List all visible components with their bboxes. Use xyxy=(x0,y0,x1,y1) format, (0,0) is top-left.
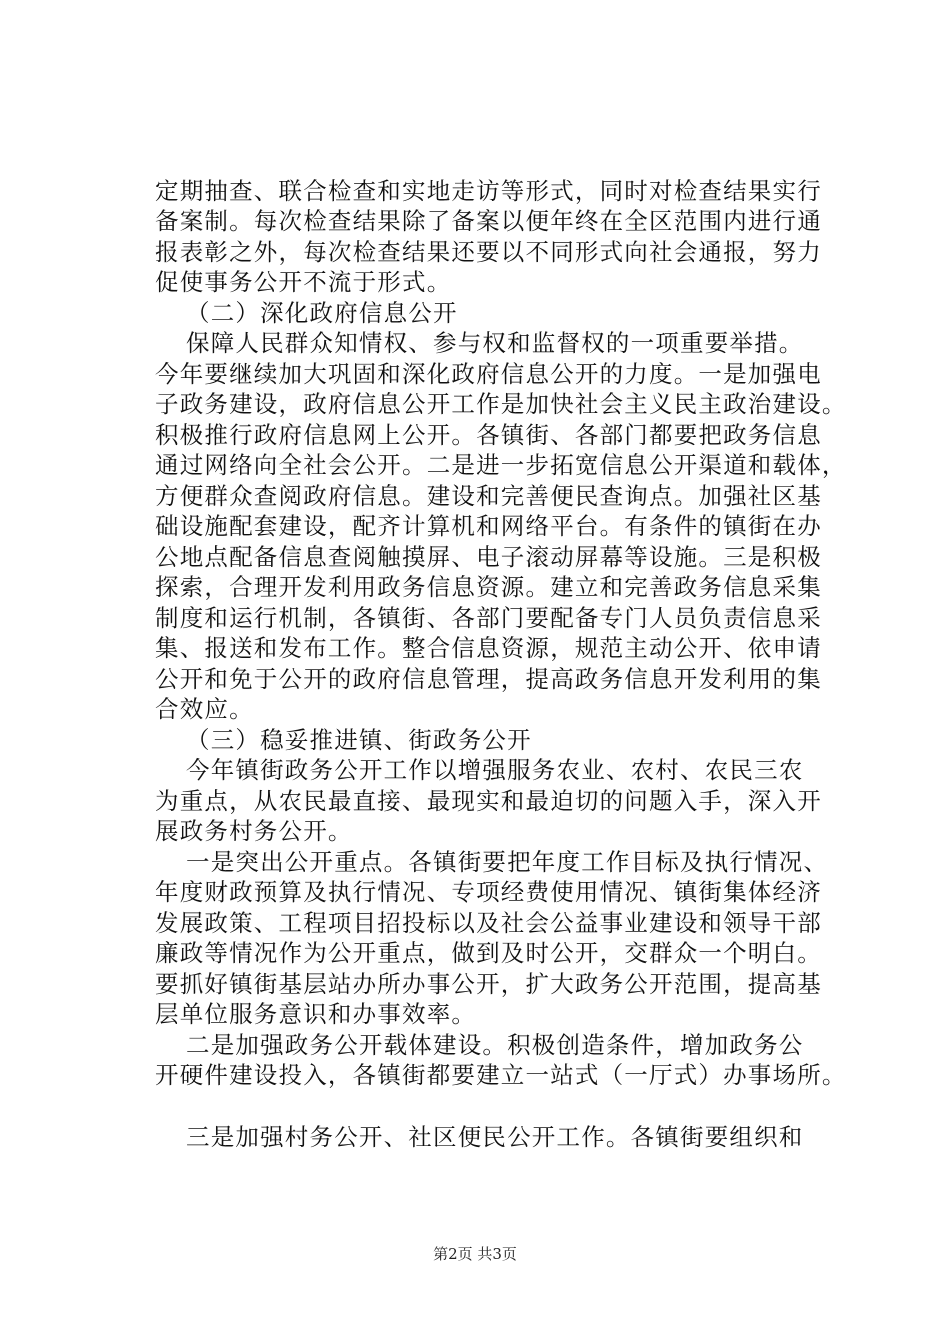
text-line: 制度和运行机制，各镇街、各部门要配备专门人员负责信息采 xyxy=(155,604,822,632)
text-line: 一是突出公开重点。各镇街要把年度工作目标及执行情况、 xyxy=(186,848,829,876)
text-line: 探索，合理开发利用政务信息资源。建立和完善政务信息采集 xyxy=(155,573,822,601)
text-line: 今年镇街政务公开工作以增强服务农业、农村、农民三农 xyxy=(186,756,804,784)
text-line: 保障人民群众知情权、参与权和监督权的一项重要举措。 xyxy=(186,329,804,357)
text-line: 促使事务公开不流于形式。 xyxy=(155,268,452,296)
text-line: 二是加强政务公开载体建设。积极创造条件，增加政务公 xyxy=(186,1031,804,1059)
text-line: 础设施配套建设，配齐计算机和网络平台。有条件的镇街在办 xyxy=(155,512,822,540)
text-line: 发展政策、工程项目招投标以及社会公益事业建设和领导干部 xyxy=(155,909,822,937)
text-line: 年度财政预算及执行情况、专项经费使用情况、镇街集体经济 xyxy=(155,878,822,906)
text-line: 开硬件建设投入，各镇街都要建立一站式（一厅式）办事场所。 xyxy=(155,1061,847,1089)
text-line: 今年要继续加大巩固和深化政府信息公开的力度。一是加强电 xyxy=(155,360,822,388)
text-line: 三是加强村务公开、社区便民公开工作。各镇街要组织和 xyxy=(186,1123,804,1151)
text-line: 通过网络向全社会公开。二是进一步拓宽信息公开渠道和载体， xyxy=(155,451,847,479)
page-footer xyxy=(0,1243,950,1265)
text-line: 子政务建设，政府信息公开工作是加快社会主义民主政治建设。 xyxy=(155,390,847,418)
text-line: 展政务村务公开。 xyxy=(155,817,353,845)
text-line: 备案制。每次检查结果除了备案以便年终在全区范围内进行通 xyxy=(155,207,822,235)
text-line: 积极推行政府信息网上公开。各镇街、各部门都要把政务信息 xyxy=(155,421,822,449)
text-line: 廉政等情况作为公开重点，做到及时公开，交群众一个明白。 xyxy=(155,939,822,967)
text-line: 为重点，从农民最直接、最现实和最迫切的问题入手，深入开 xyxy=(155,787,822,815)
page-number: 第2页 共3页 xyxy=(433,1245,517,1263)
section-heading: （二）深化政府信息公开 xyxy=(186,299,458,327)
section-heading: （三）稳妥推进镇、街政务公开 xyxy=(186,726,532,754)
text-line: 层单位服务意识和办事效率。 xyxy=(155,1000,477,1028)
text-line: 定期抽查、联合检查和实地走访等形式，同时对检查结果实行 xyxy=(155,177,822,205)
text-line: 公地点配备信息查阅触摸屏、电子滚动屏幕等设施。三是积极 xyxy=(155,543,822,571)
text-line: 报表彰之外，每次检查结果还要以不同形式向社会通报，努力 xyxy=(155,238,822,266)
text-line: 方便群众查阅政府信息。建设和完善便民查询点。加强社区基 xyxy=(155,482,822,510)
text-line: 集、报送和发布工作。整合信息资源，规范主动公开、依申请 xyxy=(155,634,822,662)
text-line: 要抓好镇街基层站办所办事公开，扩大政务公开范围，提高基 xyxy=(155,970,822,998)
text-line: 公开和免于公开的政府信息管理，提高政务信息开发利用的集 xyxy=(155,665,822,693)
text-line: 合效应。 xyxy=(155,695,254,723)
